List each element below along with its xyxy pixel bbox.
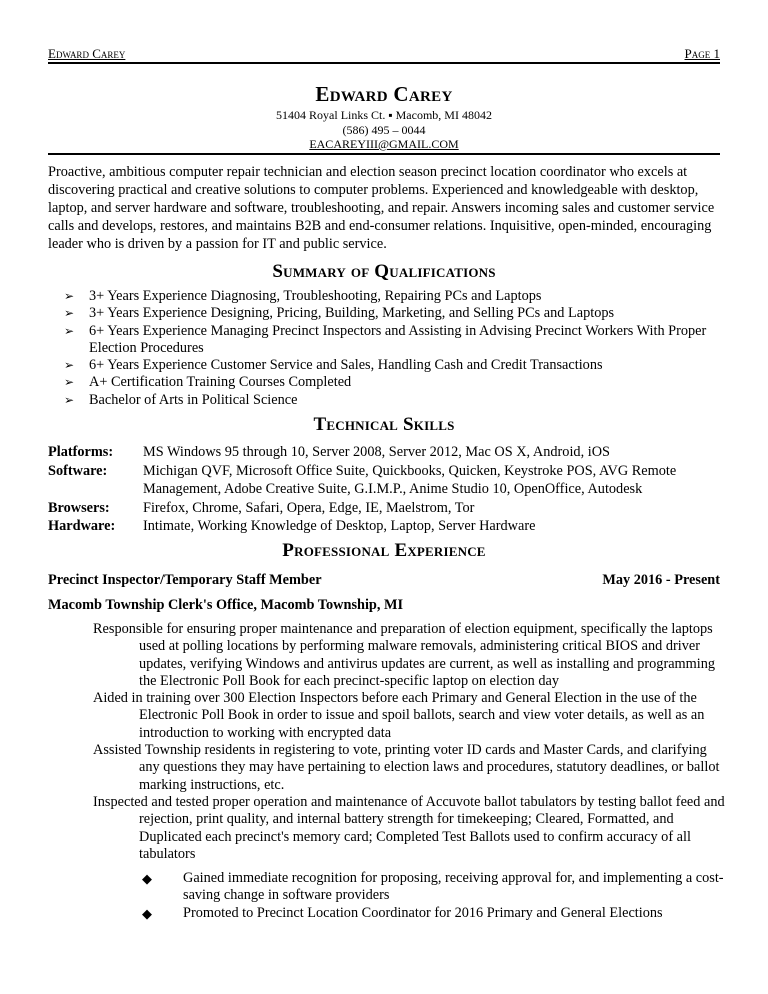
skill-text: Firefox, Chrome, Safari, Opera, Edge, IE, Maelstrom, Tor [143,499,475,516]
skills-table [48,443,728,536]
job-highlights [142,870,728,922]
running-header [48,46,720,64]
skill-row [48,499,728,518]
job-duties [93,621,728,863]
list-item [64,392,724,409]
contact-phone: (586) 495 – 0044 [342,123,426,137]
skill-label: Platforms: [48,444,114,460]
qualification-text: A+ Certification Training Courses Completed [89,374,352,391]
qualification-text: 3+ Years Experience Designing, Pricing, Building, Marketing, and Selling PCs and Laptops [89,305,615,322]
qualification-text: 3+ Years Experience Diagnosing, Troubleshooting, Repairing PCs and Laptops [89,288,542,304]
arrow-bullet-icon: ➢ [64,289,75,303]
arrow-bullet-icon: ➢ [64,358,75,373]
diamond-bullet-icon: ◆ [142,871,152,886]
list-item [142,905,728,922]
skill-label: Browsers: [48,499,110,516]
arrow-bullet-icon: ➢ [64,375,75,390]
section-title-qualifications: Summary of Qualifications [272,261,496,282]
section-title-skills: Technical Skills [313,414,455,435]
section-title-experience: Professional Experience [282,540,486,561]
qualification-text: 6+ Years Experience Customer Service and Sales, Handling Cash and Credit Transactions [89,357,603,374]
list-item [64,305,724,322]
skill-row [48,517,728,536]
job-organization: Macomb Township Clerk's Office, Macomb Township, MI [48,597,404,613]
running-header-page: Page 1 [684,46,720,61]
header-divider [48,153,720,155]
skill-row [48,443,728,462]
list-item [64,288,724,305]
job-dates: May 2016 - Present [602,572,720,588]
contact-address: 51404 Royal Links Ct. ▪ Macomb, MI 48042 [276,108,492,122]
skill-text: MS Windows 95 through 10, Server 2008, Server 2012, Mac OS X, Android, iOS [143,444,610,460]
qualification-text: Bachelor of Arts in Political Science [89,391,298,408]
candidate-name: Edward Carey [315,82,453,106]
skill-label: Hardware: [48,518,116,534]
skill-label: Software: [48,462,108,479]
duty-item: Aided in training over 300 Election Inspectors before each Primary and General Election in the use of the Electronic Poll Book in order to issue and spoil ballots, search and view voter details, as well as an introduction to working with encrypted data [93,690,705,741]
qualification-text: 6+ Years Experience Managing Precinct Inspectors and Assisting in Advising Precinct Workers With Proper Election Procedures [89,322,707,356]
diamond-bullet-icon: ◆ [142,905,152,921]
skill-text: Intimate, Working Knowledge of Desktop, Laptop, Server Hardware [143,518,536,534]
arrow-bullet-icon: ➢ [64,306,75,321]
professional-summary: Proactive, ambitious computer repair technician and election season precinct location coordinator who excels at discovering practical and creative solutions to computer problems. Experienced and knowledgeable with desktop, laptop, and server hardware and software, troubleshooting, and repair. Answers incoming sales and customer service calls and develops, restores, and maintains B2B and end-consumer relations. Inquisitive, open-minded, encouraging leader who is driven by a passion for IT and public service. [48,164,715,252]
duty-item: Responsible for ensuring proper maintenance and preparation of election equipment, specifically the laptops used at polling locations by performing malware removals, administering critical BIOS and driver updates, verifying Windows and antivirus updates are current, as well as installing and programming the Electronic Poll Book for each precinct-specific laptop on election day [93,621,716,689]
list-item [64,374,724,391]
highlight-text: Gained immediate recognition for proposing, receiving approval for, and implementing a cost-saving change in software providers [183,870,724,904]
arrow-bullet-icon: ➢ [64,392,75,407]
running-header-name: Edward Carey [48,46,126,61]
list-item [64,357,724,374]
duty-item: Assisted Township residents in registering to vote, printing voter ID cards and Master Cards, and clarifying any questions they may have pertaining to election laws and procedures, statutory deadlines, or ballot marking instructions, etc. [93,742,720,793]
duty-item: Inspected and tested proper operation and maintenance of Accuvote ballot tabulators by testing ballot feed and rejection, print quality, and internal battery strength for timekeeping; Cleared, Formatted, and Duplicated each precinct's memory card; Completed Test Ballots used to confirm accuracy of all tabulators [93,793,725,862]
job-title: Precinct Inspector/Temporary Staff Member [48,572,322,588]
list-item [64,323,724,358]
skill-text: Michigan QVF, Microsoft Office Suite, Quickbooks, Quicken, Keystroke POS, AVG Remote Management, Adobe Creative Suite, G.I.M.P., Anime Studio 10, OpenOffice, Autodesk [143,462,677,497]
qualifications-list [64,288,724,409]
highlight-text: Promoted to Precinct Location Coordinator for 2016 Primary and General Elections [183,904,663,921]
contact-email[interactable]: EACAREYIII@GMAIL.COM [309,137,459,151]
skill-row [48,462,728,499]
arrow-bullet-icon: ➢ [64,323,75,338]
list-item [142,870,728,905]
